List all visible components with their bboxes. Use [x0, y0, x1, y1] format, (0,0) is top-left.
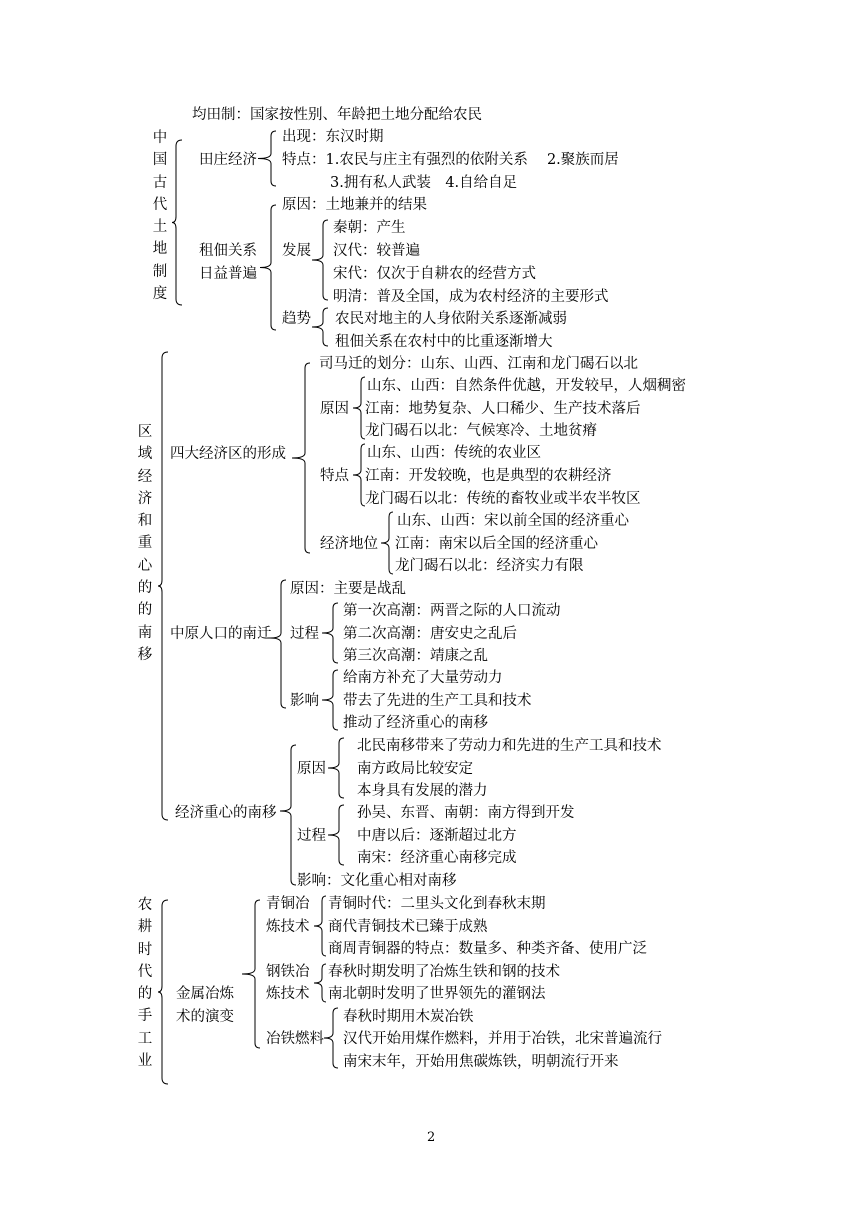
four-feature-label: 特点 [320, 468, 349, 484]
brace-zudian-trend [312, 308, 330, 346]
bronze-label-1: 青铜冶 [266, 896, 310, 912]
zudian-label-2: 日益普遍 [199, 266, 257, 282]
brace-land [172, 140, 184, 305]
steel-label-2: 炼技术 [266, 986, 310, 1002]
section-title-region: 区域经济和重心的的南移 [137, 424, 153, 663]
four-feature-item: 龙门碣石以北：传统的畜牧业或半农半牧区 [365, 491, 641, 507]
bronze-label-2: 炼技术 [266, 919, 310, 935]
zudian-develop-item: 秦朝：产生 [333, 220, 406, 236]
brace-bronze [314, 896, 328, 956]
zudian-label-1: 租佃关系 [199, 243, 257, 259]
steel-item: 春秋时期发明了冶炼生铁和钢的技术 [328, 964, 560, 980]
sima-division: 司马迁的划分：山东、山西、江南和龙门碣石以北 [319, 356, 638, 372]
zudian-reason: 原因：土地兼并的结果 [282, 197, 427, 213]
fuel-label: 冶铁燃料 [266, 1031, 324, 1047]
migration-process-item: 第二次高潮：唐安史之乱后 [343, 626, 517, 642]
brace-migration-process [322, 603, 340, 663]
tianzhuang-appear: 出现：东汉时期 [282, 129, 384, 145]
tianzhuang-feature-2: 3.拥有私人武装 4.自给自足 [330, 175, 518, 191]
four-status-item: 山东、山西：宋以前全国的经济重心 [397, 513, 629, 529]
brace-zudian-develop [312, 220, 330, 300]
four-reason-label: 原因 [320, 401, 349, 417]
shift-reason-label: 原因 [297, 761, 326, 777]
section-title-craft: 农耕时代的手工业 [137, 897, 153, 1070]
four-reason-item: 山东、山西：自然条件优越，开发较早，人烟稠密 [367, 378, 686, 394]
shift-process-item: 南宋：经济重心南移完成 [357, 850, 517, 866]
section-title-land: 中国古代土地制度 [152, 130, 168, 303]
page-number: 2 [427, 1130, 436, 1145]
brace-shift-reason [328, 738, 346, 798]
zudian-trend-item: 租佃关系在农村中的比重逐渐增大 [335, 334, 553, 350]
migration-label: 中原人口的南迁 [170, 626, 272, 642]
brace-region [158, 352, 170, 820]
four-feature-item: 山东、山西：传统的农业区 [367, 445, 541, 461]
fuel-item: 南宋末年，开始用焦碳炼铁，明朝流行开来 [343, 1054, 619, 1070]
juntian-line: 均田制：国家按性别、年龄把土地分配给农民 [192, 107, 482, 123]
shift-process-item: 孙吴、东晋、南朝：南方得到开发 [357, 805, 575, 821]
migration-process-item: 第一次高潮：两晋之际的人口流动 [343, 603, 561, 619]
bronze-item: 商代青铜技术已臻于成熟 [328, 919, 488, 935]
migration-impact-item: 给南方补充了大量劳动力 [343, 670, 503, 686]
bronze-item: 青铜时代：二里头文化到春秋末期 [328, 896, 546, 912]
tianzhuang-feature-1: 特点：1.农民与庄主有强烈的依附关系 2.聚族而居 [282, 152, 619, 168]
shift-reason-item: 本身具有发展的潜力 [357, 783, 488, 799]
migration-reason: 原因：主要是战乱 [290, 581, 406, 597]
four-status-item: 龙门碣石以北：经济实力有限 [395, 558, 584, 574]
brace-shift [280, 745, 298, 885]
brace-zudian [260, 205, 278, 330]
brace-four-regions [292, 363, 312, 553]
brace-four-status [381, 512, 395, 574]
fuel-item: 汉代开始用煤作燃料，并用于冶铁，北宋普遍流行 [343, 1031, 662, 1047]
four-status-item: 江南：南宋以后全国的经济重心 [395, 536, 598, 552]
tianzhuang-label: 田庄经济 [199, 152, 257, 168]
four-reason-item: 龙门碣石以北：气候寒冷、土地贫瘠 [365, 423, 597, 439]
brace-migration-impact [322, 670, 340, 730]
metal-label-1: 金属冶炼 [176, 986, 234, 1002]
brace-craft [158, 900, 170, 1084]
migration-process-label: 过程 [290, 626, 319, 642]
four-feature-item: 江南：开发较晚，也是典型的农耕经济 [365, 468, 612, 484]
shift-label: 经济重心的南移 [175, 805, 277, 821]
steel-item: 南北朝时发明了世界领先的灌钢法 [328, 986, 546, 1002]
bronze-item: 商周青铜器的特点：数量多、种类齐备、使用广泛 [328, 941, 647, 957]
steel-label-1: 钢铁冶 [266, 964, 310, 980]
brace-fuel [324, 1008, 340, 1068]
zudian-develop-item: 明清：普及全国，成为农村经济的主要形式 [333, 289, 609, 305]
brace-shift-process [328, 805, 346, 865]
shift-reason-item: 南方政局比较安定 [357, 761, 473, 777]
fuel-item: 春秋时期用木炭冶铁 [343, 1009, 474, 1025]
shift-reason-item: 北民南移带来了劳动力和先进的生产工具和技术 [357, 738, 662, 754]
zudian-develop-item: 汉代：较普遍 [333, 243, 420, 259]
brace-tianzhuang [258, 131, 278, 186]
metal-label-2: 术的演变 [176, 1009, 234, 1025]
migration-impact-label: 影响 [290, 693, 319, 709]
shift-process-label: 过程 [297, 828, 326, 844]
migration-impact-item: 推动了经济重心的南移 [343, 715, 488, 731]
zudian-develop-item: 宋代：仅次于自耕农的经营方式 [333, 266, 536, 282]
four-reason-item: 江南：地势复杂、人口稀少、生产技术落后 [365, 401, 641, 417]
brace-migration [270, 580, 288, 708]
four-status-label: 经济地位 [320, 536, 378, 552]
zudian-develop-label: 发展 [282, 243, 311, 259]
migration-process-item: 第三次高潮：靖康之乱 [343, 648, 488, 664]
migration-impact-item: 带去了先进的生产工具和技术 [343, 693, 532, 709]
brace-metal [242, 900, 262, 1048]
brace-steel [314, 964, 328, 1002]
zudian-trend-label: 趋势 [282, 311, 311, 327]
zudian-trend-item: 农民对地主的人身依附关系逐渐减弱 [335, 311, 567, 327]
four-regions-label: 四大经济区的形成 [170, 446, 286, 462]
shift-impact: 影响：文化重心相对南移 [297, 873, 457, 889]
shift-process-item: 中唐以后：逐渐超过北方 [357, 828, 517, 844]
